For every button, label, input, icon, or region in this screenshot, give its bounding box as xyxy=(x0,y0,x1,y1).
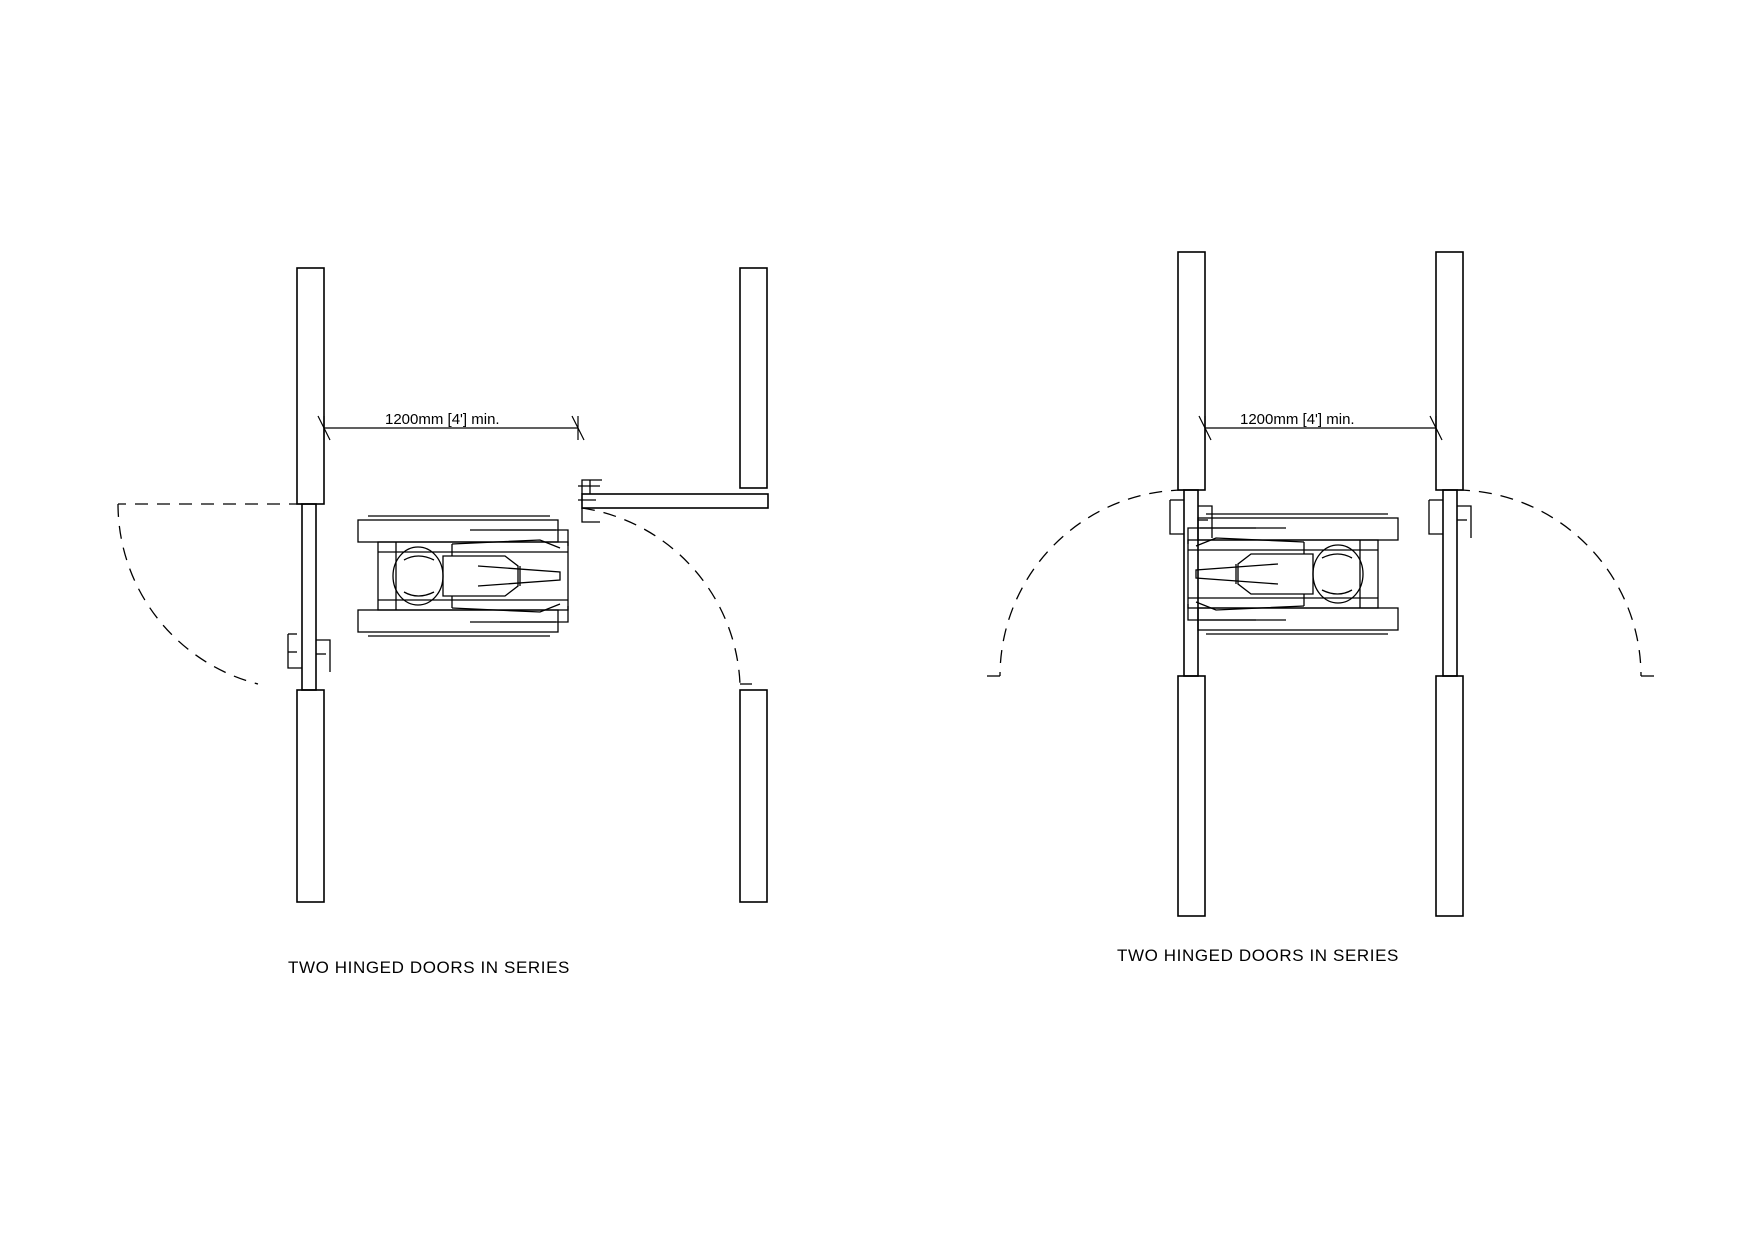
door-hardware-left xyxy=(288,634,330,672)
wall-segment-lower-left xyxy=(297,690,324,902)
wall-segment-upper-left xyxy=(297,268,324,504)
wheelchair-user-plan xyxy=(1188,514,1398,634)
right-figure xyxy=(986,252,1655,916)
door-leaf-left xyxy=(1184,490,1198,676)
door-leaf-right xyxy=(582,494,768,508)
door-hardware-left xyxy=(1170,500,1212,538)
door-swing-arc-left xyxy=(986,490,1184,676)
door-swing-arc-right xyxy=(582,508,752,684)
wheelchair-user-plan xyxy=(358,516,568,636)
left-figure xyxy=(118,268,768,902)
dimension-label-right: 1200mm [4'] min. xyxy=(1240,411,1355,428)
door-hardware-right xyxy=(1429,500,1471,538)
wall-segment-upper-right xyxy=(1436,252,1463,490)
dimension-label-left: 1200mm [4'] min. xyxy=(385,411,500,428)
wall-segment-upper-left xyxy=(1178,252,1205,490)
figure-caption-right: TWO HINGED DOORS IN SERIES xyxy=(1117,946,1399,965)
figure-caption-left: TWO HINGED DOORS IN SERIES xyxy=(288,958,570,977)
door-swing-arc-left xyxy=(118,504,302,684)
door-leaf-left xyxy=(302,504,316,690)
wall-segment-lower-left xyxy=(1178,676,1205,916)
door-swing-arc-right xyxy=(1457,490,1655,676)
wall-segment-upper-right xyxy=(740,268,767,488)
door-leaf-right xyxy=(1443,490,1457,676)
wall-segment-lower-right xyxy=(1436,676,1463,916)
wall-segment-lower-right xyxy=(740,690,767,902)
